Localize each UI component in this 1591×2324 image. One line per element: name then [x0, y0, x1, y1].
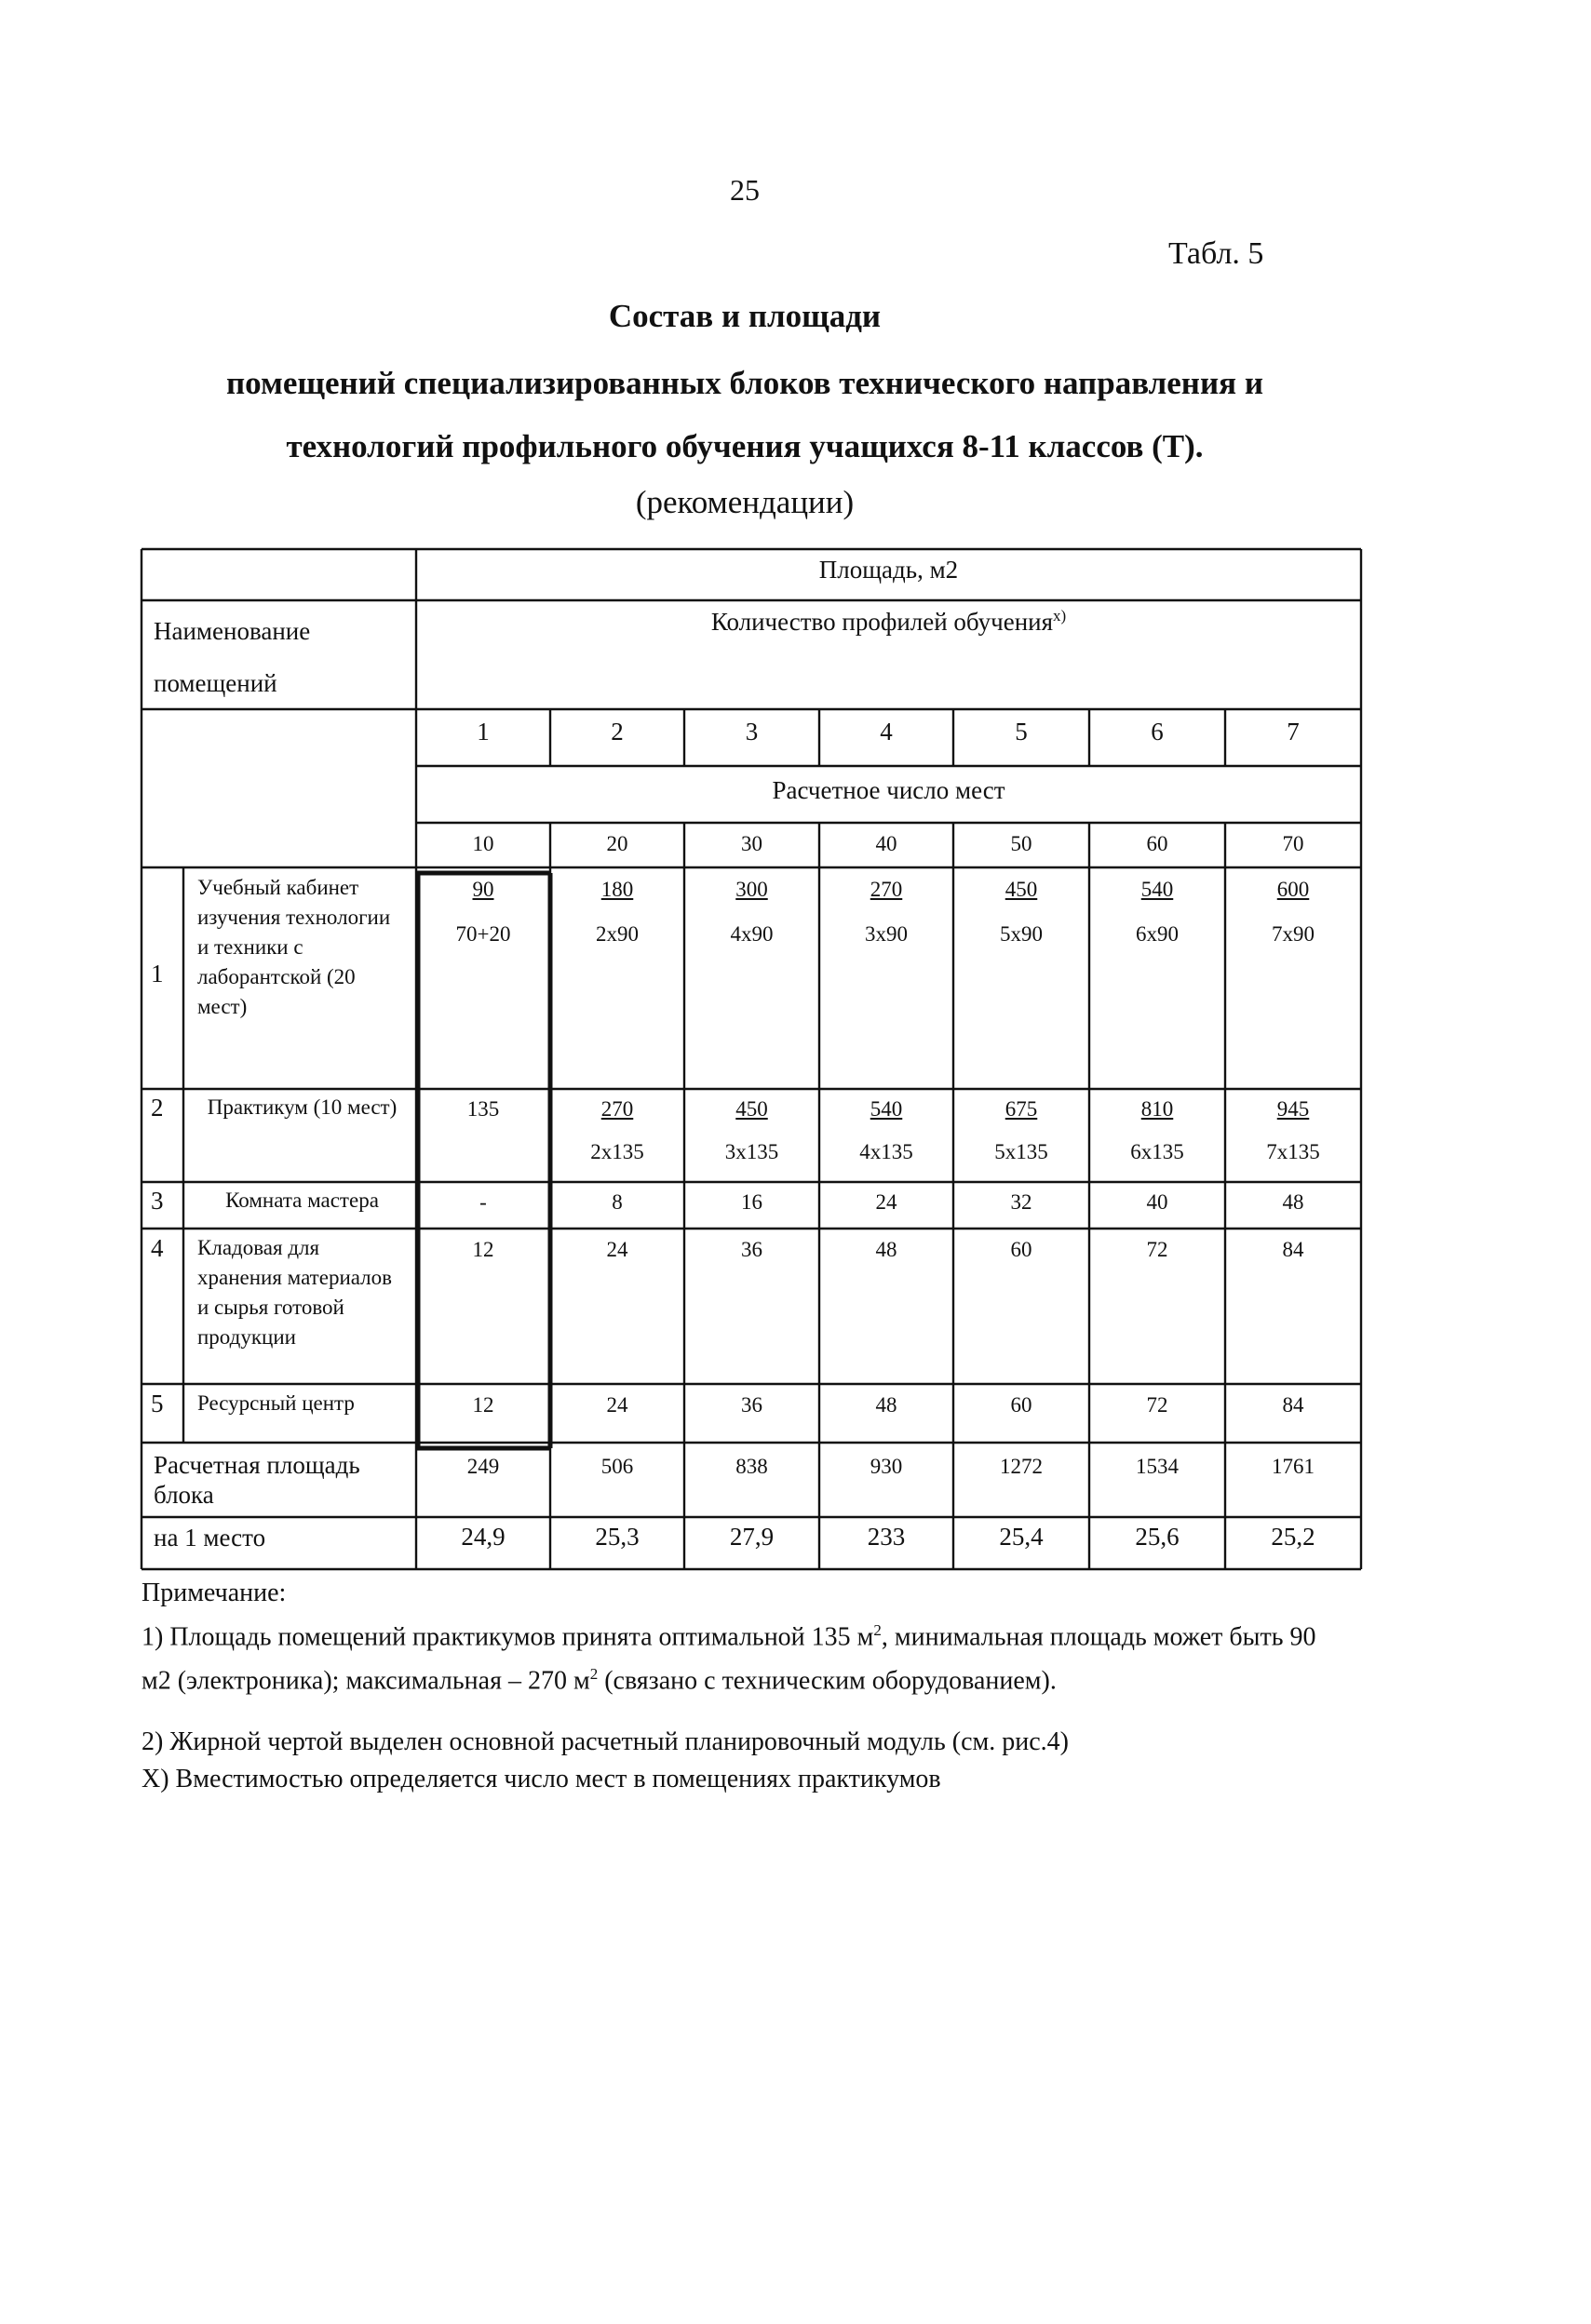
seats-cell: 60	[1146, 832, 1168, 855]
area-total-cell: -	[479, 1190, 487, 1214]
profile-number-cell: 2	[611, 718, 624, 746]
per-seat-cell: 25,4	[999, 1523, 1044, 1551]
total-area-cell: 506	[600, 1455, 634, 1478]
header-seats: Расчетное число мест	[772, 776, 1005, 804]
per-seat-cell: 27,9	[729, 1523, 775, 1551]
area-total-cell: 36	[741, 1238, 762, 1261]
seats-cell: 50	[1010, 832, 1032, 855]
seats-cell: 40	[875, 832, 897, 855]
per-seat-cell: 24,9	[461, 1523, 506, 1551]
note-1: 1) Площадь помещений практикумов принята оптимальной 135 $м^2$, минимальная площадь может быть 90 м2 (электроника); максимальная – 270 $м^2$ (связано с техническим оборудованием).	[142, 1621, 1316, 1696]
area-total-cell: 450	[1004, 878, 1038, 901]
total-area-cell: 1761	[1272, 1455, 1315, 1478]
row-number: 1	[151, 960, 164, 987]
total-area-cell: 1534	[1136, 1455, 1179, 1478]
area-formula-cell: 2x90	[596, 922, 639, 946]
area-total-cell: 60	[1010, 1238, 1032, 1261]
area-total-cell: 135	[466, 1097, 500, 1121]
area-total-cell: 72	[1146, 1238, 1168, 1261]
per-seat-cell: 25,6	[1135, 1523, 1180, 1551]
title-line-3: технологий профильного обучения учащихся 8-11 классов (Т).	[286, 428, 1204, 464]
row-number: 5	[151, 1390, 164, 1417]
area-total-cell: 540	[1140, 878, 1174, 901]
area-formula-cell: 6x135	[1130, 1140, 1184, 1163]
area-total-cell: 675	[1004, 1097, 1038, 1121]
page-number: 25	[730, 173, 760, 207]
area-total-cell: 270	[600, 1097, 634, 1121]
table-label: Табл. 5	[1168, 236, 1264, 271]
area-total-cell: 36	[741, 1393, 762, 1417]
profile-number-cell: 4	[880, 718, 893, 746]
area-formula-cell: 3x135	[724, 1140, 779, 1163]
title-line-2: помещений специализированных блоков технического направления и	[226, 365, 1263, 401]
area-formula-cell: 4x90	[730, 922, 774, 946]
seats-cell: 10	[472, 832, 494, 855]
row-number: 4	[151, 1234, 164, 1262]
area-total-cell: 16	[741, 1190, 762, 1214]
total-area-cell: 249	[466, 1455, 500, 1478]
area-total-cell: 48	[1282, 1190, 1304, 1214]
subtitle: (рекомендации)	[635, 484, 855, 520]
area-total-cell: 810	[1140, 1097, 1174, 1121]
area-total-cell: 24	[606, 1393, 628, 1417]
note-2: 2) Жирной чертой выделен основной расчетный планировочный модуль (см. рис.4)	[142, 1727, 1069, 1756]
area-formula-cell: 70+20	[455, 922, 511, 946]
area-total-cell: 40	[1146, 1190, 1168, 1214]
profile-number-cell: 7	[1287, 718, 1300, 746]
notes-heading: Примечание:	[142, 1578, 287, 1607]
row-number: 2	[151, 1094, 164, 1122]
area-total-cell: 60	[1010, 1393, 1032, 1417]
note-3: Х) Вместимостью определяется число мест в помещениях практикумов	[142, 1765, 941, 1793]
seats-cell: 30	[741, 832, 762, 855]
row-name: Комната мастера	[225, 1189, 379, 1212]
seats-cell: 70	[1282, 832, 1304, 855]
area-total-cell: 8	[612, 1190, 623, 1214]
row-name: Практикум (10 мест)	[207, 1095, 398, 1119]
area-total-cell: 300	[735, 878, 768, 901]
area-formula-cell: 5x135	[994, 1140, 1048, 1163]
area-formula-cell: 7x135	[1266, 1140, 1320, 1163]
area-total-cell: 48	[875, 1393, 897, 1417]
row-name: Кладовая для хранения материалов и сырья готовой продукции	[197, 1236, 392, 1349]
total-area-cell: 1272	[1000, 1455, 1043, 1478]
area-total-cell: 600	[1276, 878, 1310, 901]
profile-number-cell: 6	[1151, 718, 1164, 746]
area-total-cell: 180	[600, 878, 634, 901]
total-area-cell: 838	[735, 1455, 768, 1478]
area-formula-cell: 7x90	[1272, 922, 1315, 946]
area-formula-cell: 5x90	[1000, 922, 1043, 946]
area-total-cell: 32	[1010, 1190, 1032, 1214]
area-total-cell: 84	[1282, 1238, 1304, 1261]
row-name: Ресурсный центр	[197, 1391, 355, 1415]
row-name: Учебный кабинет изучения технологии и техники с лаборантской (20 мест)	[197, 876, 391, 1018]
seats-cell: 20	[606, 832, 628, 855]
area-total-cell: 12	[472, 1238, 494, 1261]
per-seat-cell: 25,3	[595, 1523, 640, 1551]
area-formula-cell: 2x135	[590, 1140, 644, 1163]
profile-number-cell: 5	[1015, 718, 1028, 746]
area-formula-cell: 3x90	[865, 922, 908, 946]
area-total-cell: 945	[1276, 1097, 1310, 1121]
area-total-cell: 72	[1146, 1393, 1168, 1417]
area-formula-cell: 4x135	[859, 1140, 913, 1163]
area-total-cell: 540	[870, 1097, 903, 1121]
area-total-cell: 84	[1282, 1393, 1304, 1417]
area-total-cell: 12	[472, 1393, 494, 1417]
title-line-1: Состав и площади	[608, 298, 882, 334]
header-area: Площадь, м2	[818, 556, 959, 584]
area-formula-cell: 6x90	[1136, 922, 1179, 946]
header-profiles: Количество профилей обучения$^{х)}$	[710, 607, 1067, 636]
profile-number-cell: 3	[745, 718, 759, 746]
per-seat-label: на 1 место	[154, 1524, 266, 1552]
area-total-cell: 90	[472, 878, 494, 901]
area-total-cell: 270	[870, 878, 903, 901]
per-seat-cell: 25,2	[1271, 1523, 1315, 1551]
header-name: Наименование помещений	[154, 617, 311, 697]
area-total-cell: 450	[735, 1097, 768, 1121]
total-area-cell: 930	[870, 1455, 903, 1478]
area-total-cell: 48	[875, 1238, 897, 1261]
total-area-label: Расчетная площадь блока	[154, 1451, 360, 1510]
profile-number-cell: 1	[477, 718, 490, 746]
row-number: 3	[151, 1187, 164, 1215]
area-total-cell: 24	[875, 1190, 897, 1214]
area-total-cell: 24	[606, 1238, 628, 1261]
per-seat-cell: 233	[867, 1523, 906, 1551]
